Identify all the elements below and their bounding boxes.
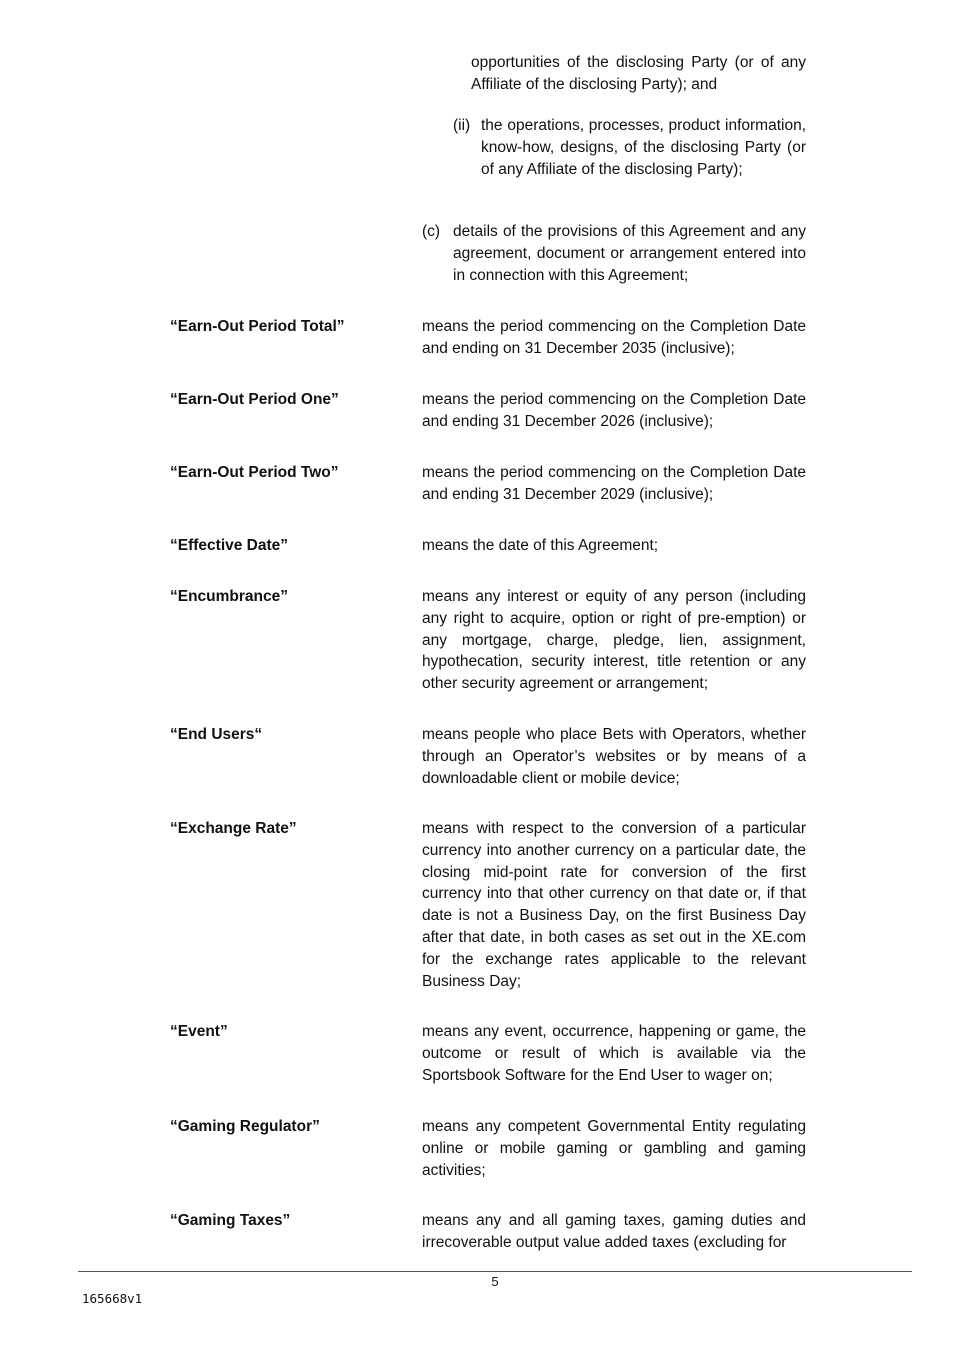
definition-text: means any event, occurrence, happening or game, the outcome or result of which is available via the Sportsbook Software for the End User to wager on; [422,1023,806,1084]
definition-term: “Gaming Regulator” [170,1118,320,1135]
definition-term: “Earn-Out Period One” [170,391,339,408]
definition-text: means any and all gaming taxes, gaming duties and irrecoverable output value added taxes (excluding for [422,1212,806,1251]
list-item-c-text: details of the provisions of this Agreement and any agreement, document or arrangement entered into in connection with this Agreement; [453,223,806,284]
definition-term: “Gaming Taxes” [170,1212,291,1229]
definition-text: means people who place Bets with Operators, whether through an Operator’s websites or by means of a downloadable client or mobile device; [422,726,806,787]
definition-text: means the date of this Agreement; [422,537,659,554]
definition-text: means the period commencing on the Completion Date and ending 31 December 2026 (inclusive); [422,391,806,430]
list-label-ii: (ii) [453,117,471,134]
definition-text: means any competent Governmental Entity regulating online or mobile gaming or gambling and gaming activities; [422,1118,806,1179]
definition-text: means the period commencing on the Completion Date and ending on 31 December 2035 (inclusive); [422,318,806,357]
definition-term: “Encumbrance” [170,588,289,605]
list-label-c: (c) [422,223,441,240]
definition-term: “Exchange Rate” [170,820,297,837]
list-item-ii-text: the operations, processes, product information, know-how, designs, of the disclosing Party (or of any Affiliate of the disclosing Party); [481,117,806,178]
definition-term: “Effective Date” [170,537,289,554]
definition-term: “Event” [170,1023,228,1040]
definition-term: “Earn-Out Period Total” [170,318,345,335]
definition-term: “Earn-Out Period Two” [170,464,339,481]
definition-text: means any interest or equity of any person (including any right to acquire, option or right of pre-emption) or any mortgage, charge, pledge, lien, assignment, hypothecation, security interest, title retention or any other security agreement or arrangement; [422,588,806,693]
page-number: 5 [491,1274,499,1289]
definition-text: means with respect to the conversion of a particular currency into another currency on a particular date, the closing mid-point rate for conversion of the first currency into that other currency on that date or, if that date is not a Business Day, on the first Business Day after that date, in both cases as set out in the XE.com for the exchange rates applicable to the relevant Business Day; [422,820,806,990]
document-reference: 165668v1 [82,1291,143,1306]
definition-text: means the period commencing on the Completion Date and ending 31 December 2029 (inclusive); [422,464,806,503]
footer-divider [78,1271,912,1272]
definition-term: “End Users“ [170,726,263,743]
continuation-paragraph: opportunities of the disclosing Party (or of any Affiliate of the disclosing Party); and [471,54,806,93]
